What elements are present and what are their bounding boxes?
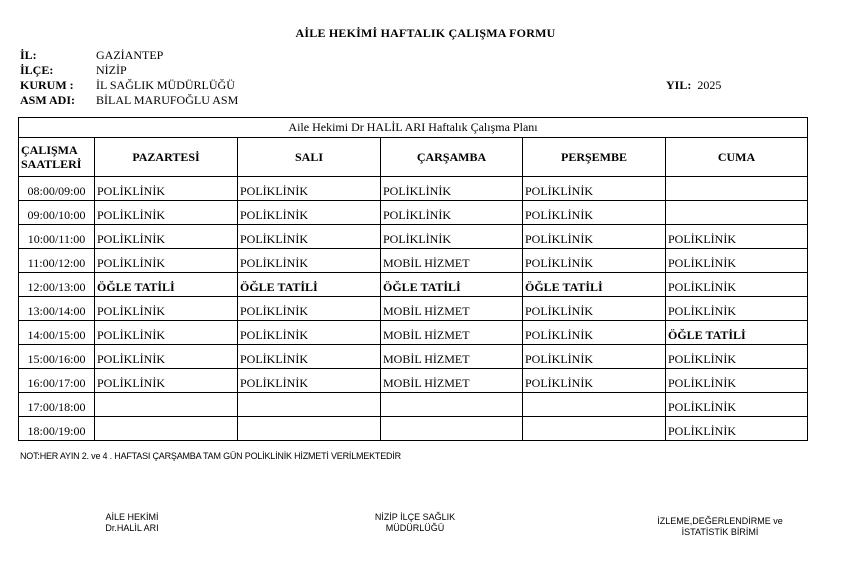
schedule-cell-thursday bbox=[523, 393, 666, 417]
time-slot: 16:00/17:00 bbox=[19, 369, 95, 393]
schedule-cell-thursday bbox=[523, 417, 666, 441]
signature-line2: Dr.HALİL ARI bbox=[105, 523, 159, 533]
time-slot: 11:00/12:00 bbox=[19, 249, 95, 273]
hours-header-line2: SAATLERİ bbox=[21, 157, 82, 171]
schedule-cell-friday: POLİKLİNİK bbox=[666, 393, 808, 417]
year-label: YIL: bbox=[666, 78, 692, 92]
schedule-cell-tuesday bbox=[238, 417, 381, 441]
schedule-cell-wednesday: MOBİL HİZMET bbox=[381, 249, 523, 273]
schedule-cell-monday: POLİKLİNİK bbox=[95, 369, 238, 393]
info-value: GAZİANTEP bbox=[96, 48, 164, 62]
info-value: NİZİP bbox=[96, 63, 127, 77]
time-slot: 15:00/16:00 bbox=[19, 345, 95, 369]
signature-family-doctor bbox=[82, 512, 182, 534]
time-slot: 09:00/10:00 bbox=[19, 201, 95, 225]
schedule-cell-thursday: POLİKLİNİK bbox=[523, 369, 666, 393]
table-row bbox=[19, 201, 808, 225]
signature-line2: İSTATİSTİK BİRİMİ bbox=[681, 527, 759, 537]
footer-note: NOT:HER AYIN 2. ve 4 . HAFTASI ÇARŞAMBA TAM GÜN POLİKLİNİK HİZMETİ VERİLMEKTEDİR bbox=[20, 451, 401, 461]
schedule-cell-monday bbox=[95, 417, 238, 441]
schedule-cell-wednesday: MOBİL HİZMET bbox=[381, 369, 523, 393]
signature-line2: MÜDÜRLÜĞÜ bbox=[385, 523, 445, 533]
info-label: ASM ADI: bbox=[20, 93, 76, 107]
schedule-cell-tuesday: ÖĞLE TATİLİ bbox=[238, 273, 381, 297]
schedule-cell-tuesday: POLİKLİNİK bbox=[238, 345, 381, 369]
schedule-cell-wednesday: POLİKLİNİK bbox=[381, 177, 523, 201]
schedule-cell-friday: POLİKLİNİK bbox=[666, 297, 808, 321]
schedule-cell-monday: POLİKLİNİK bbox=[95, 177, 238, 201]
info-value: BİLAL MARUFOĞLU ASM bbox=[96, 93, 239, 107]
form-title: AİLE HEKİMİ HAFTALIK ÇALIŞMA FORMU bbox=[295, 26, 556, 40]
table-row bbox=[19, 417, 808, 441]
table-row bbox=[19, 297, 808, 321]
signature-line1: NİZİP İLÇE SAĞLIK bbox=[374, 512, 456, 522]
schedule-cell-tuesday: POLİKLİNİK bbox=[238, 369, 381, 393]
signature-line1: İZLEME,DEĞERLENDİRME ve bbox=[657, 516, 783, 526]
table-row bbox=[19, 393, 808, 417]
schedule-cell-wednesday bbox=[381, 393, 523, 417]
table-header-row bbox=[19, 138, 808, 177]
schedule-cell-friday: POLİKLİNİK bbox=[666, 225, 808, 249]
schedule-cell-monday: ÖĞLE TATİLİ bbox=[95, 273, 238, 297]
schedule-cell-friday bbox=[666, 201, 808, 225]
weekly-plan-table bbox=[18, 117, 808, 441]
day-header-thursday: PERŞEMBE bbox=[523, 138, 666, 177]
signature-line1: AİLE HEKİMİ bbox=[105, 512, 159, 522]
time-slot: 08:00/09:00 bbox=[19, 177, 95, 201]
info-label: İL: bbox=[20, 48, 37, 62]
schedule-cell-thursday: POLİKLİNİK bbox=[523, 249, 666, 273]
day-header-wednesday: ÇARŞAMBA bbox=[381, 138, 523, 177]
schedule-cell-friday: POLİKLİNİK bbox=[666, 345, 808, 369]
year-field bbox=[666, 78, 721, 93]
schedule-cell-monday bbox=[95, 393, 238, 417]
table-row bbox=[19, 249, 808, 273]
table-row bbox=[19, 321, 808, 345]
day-header-friday: CUMA bbox=[666, 138, 808, 177]
schedule-cell-tuesday: POLİKLİNİK bbox=[238, 225, 381, 249]
schedule-cell-tuesday: POLİKLİNİK bbox=[238, 249, 381, 273]
schedule-cell-thursday: ÖĞLE TATİLİ bbox=[523, 273, 666, 297]
schedule-cell-wednesday: MOBİL HİZMET bbox=[381, 297, 523, 321]
time-slot: 14:00/15:00 bbox=[19, 321, 95, 345]
info-row-il bbox=[20, 48, 238, 63]
info-block bbox=[20, 48, 238, 108]
schedule-cell-thursday: POLİKLİNİK bbox=[523, 321, 666, 345]
schedule-cell-wednesday: POLİKLİNİK bbox=[381, 201, 523, 225]
info-value: İL SAĞLIK MÜDÜRLÜĞÜ bbox=[96, 78, 235, 92]
table-row bbox=[19, 273, 808, 297]
info-label: İLÇE: bbox=[20, 63, 54, 77]
table-row bbox=[19, 345, 808, 369]
schedule-cell-tuesday: POLİKLİNİK bbox=[238, 177, 381, 201]
schedule-cell-thursday: POLİKLİNİK bbox=[523, 225, 666, 249]
schedule-cell-monday: POLİKLİNİK bbox=[95, 297, 238, 321]
info-label: KURUM : bbox=[20, 78, 74, 92]
schedule-cell-monday: POLİKLİNİK bbox=[95, 321, 238, 345]
day-header-monday: PAZARTESİ bbox=[95, 138, 238, 177]
info-row-ilce bbox=[20, 63, 238, 78]
year-value: 2025 bbox=[697, 78, 722, 92]
schedule-cell-wednesday bbox=[381, 417, 523, 441]
schedule-cell-friday: POLİKLİNİK bbox=[666, 369, 808, 393]
info-row-asm bbox=[20, 93, 238, 108]
time-slot: 10:00/11:00 bbox=[19, 225, 95, 249]
schedule-cell-wednesday: POLİKLİNİK bbox=[381, 225, 523, 249]
schedule-cell-thursday: POLİKLİNİK bbox=[523, 177, 666, 201]
hours-header-line1: ÇALIŞMA bbox=[21, 143, 78, 157]
schedule-cell-friday: ÖĞLE TATİLİ bbox=[666, 321, 808, 345]
time-slot: 13:00/14:00 bbox=[19, 297, 95, 321]
schedule-cell-thursday: POLİKLİNİK bbox=[523, 201, 666, 225]
schedule-cell-monday: POLİKLİNİK bbox=[95, 225, 238, 249]
schedule-cell-monday: POLİKLİNİK bbox=[95, 249, 238, 273]
day-header-tuesday: SALI bbox=[238, 138, 381, 177]
info-row-kurum bbox=[20, 78, 238, 93]
hours-header bbox=[19, 138, 95, 177]
schedule-cell-thursday: POLİKLİNİK bbox=[523, 345, 666, 369]
schedule-cell-friday bbox=[666, 177, 808, 201]
table-caption-row bbox=[19, 118, 808, 138]
table-caption: Aile Hekimi Dr HALİL ARI Haftalık Çalışma Planı bbox=[19, 118, 808, 138]
schedule-cell-friday: POLİKLİNİK bbox=[666, 249, 808, 273]
time-slot: 12:00/13:00 bbox=[19, 273, 95, 297]
table-row bbox=[19, 369, 808, 393]
table-row bbox=[19, 177, 808, 201]
schedule-cell-tuesday: POLİKLİNİK bbox=[238, 321, 381, 345]
schedule-cell-wednesday: ÖĞLE TATİLİ bbox=[381, 273, 523, 297]
table-row bbox=[19, 225, 808, 249]
schedule-cell-friday: POLİKLİNİK bbox=[666, 273, 808, 297]
schedule-cell-monday: POLİKLİNİK bbox=[95, 201, 238, 225]
schedule-cell-monday: POLİKLİNİK bbox=[95, 345, 238, 369]
schedule-cell-tuesday bbox=[238, 393, 381, 417]
schedule-cell-thursday: POLİKLİNİK bbox=[523, 297, 666, 321]
schedule-cell-friday: POLİKLİNİK bbox=[666, 417, 808, 441]
schedule-cell-tuesday: POLİKLİNİK bbox=[238, 297, 381, 321]
signature-monitoring-unit bbox=[640, 516, 800, 538]
time-slot: 17:00/18:00 bbox=[19, 393, 95, 417]
schedule-cell-tuesday: POLİKLİNİK bbox=[238, 201, 381, 225]
schedule-cell-wednesday: MOBİL HİZMET bbox=[381, 345, 523, 369]
schedule-cell-wednesday: MOBİL HİZMET bbox=[381, 321, 523, 345]
signature-district-health bbox=[350, 512, 480, 534]
time-slot: 18:00/19:00 bbox=[19, 417, 95, 441]
